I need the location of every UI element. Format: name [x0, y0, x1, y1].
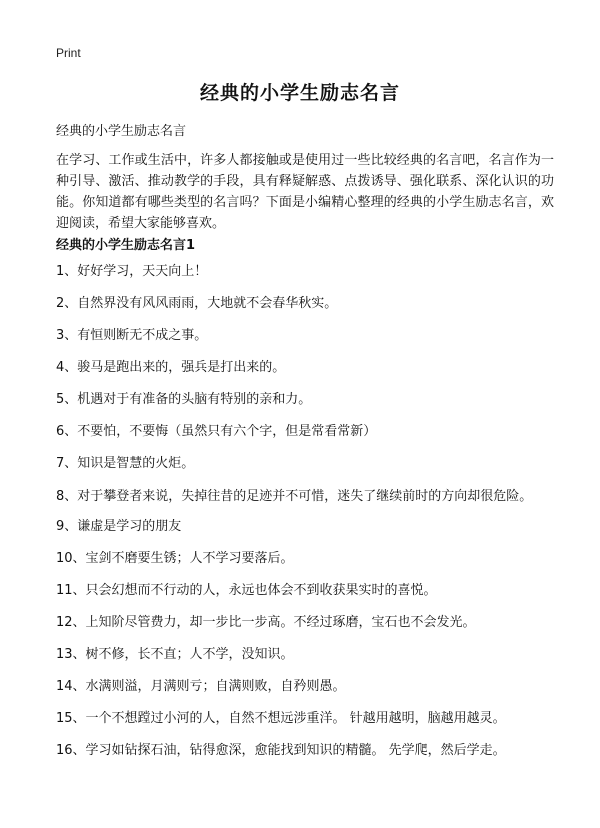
article-subtitle: 经典的小学生励志名言: [56, 124, 187, 139]
list-item: 7、知识是智慧的火炬。: [56, 456, 195, 471]
list-item: 1、好好学习，天天向上！: [56, 264, 208, 279]
list-item: 13、树不修，长不直；人不学，没知识。: [56, 647, 294, 662]
page-title: 经典的小学生励志名言: [199, 82, 400, 104]
list-item: 5、机遇对于有准备的头脑有特别的亲和力。: [56, 392, 312, 407]
list-item: 12、上知阶尽管费力，却一步比一步高。不经过琢磨，宝石也不会发光。: [56, 615, 476, 630]
list-item: 2、自然界没有风风雨雨，大地就不会春华秋实。: [56, 296, 338, 311]
list-item: 8、对于攀登者来说，失掉往昔的足迹并不可惜，迷失了继续前时的方向却很危险。: [56, 489, 533, 504]
list-item: 14、水满则溢，月满则亏；自满则败，自矜则愚。: [56, 679, 346, 694]
list-item: 15、一个不想蹚过小河的人，自然不想远涉重洋。 针越用越明，脑越用越灵。: [56, 711, 506, 726]
list-item: 11、只会幻想而不行动的人，永远也体会不到收获果实时的喜悦。: [56, 583, 437, 598]
list-item: 10、宝剑不磨要生锈；人不学习要落后。: [56, 551, 294, 566]
list-item: 16、学习如钻探石油，钻得愈深，愈能找到知识的精髓。 先学爬，然后学走。: [56, 743, 506, 758]
list-item: 9、谦虚是学习的朋友: [56, 519, 182, 534]
intro-paragraph: 在学习、工作或生活中，许多人都接触或是使用过一些比较经典的名言吧，名言作为一种引导、激活、推动教学的手段，具有释疑解惑、点拨诱导、强化联系、深化认识的功能。你知道都有哪些类型的名言吗？下面是小编精心整理的经典的小学生励志名言，欢迎阅读，希望大家能够喜欢。: [56, 153, 554, 231]
quote-list: [56, 262, 556, 773]
section-heading: 经典的小学生励志名言1: [56, 238, 196, 253]
print-link[interactable]: Print: [56, 46, 81, 60]
list-item: 6、不要怕，不要悔（虽然只有六个字，但是常看常新）: [56, 424, 377, 439]
list-item: 4、骏马是跑出来的，强兵是打出来的。: [56, 360, 286, 375]
list-item: 3、有恒则断无不成之事。: [56, 328, 208, 343]
